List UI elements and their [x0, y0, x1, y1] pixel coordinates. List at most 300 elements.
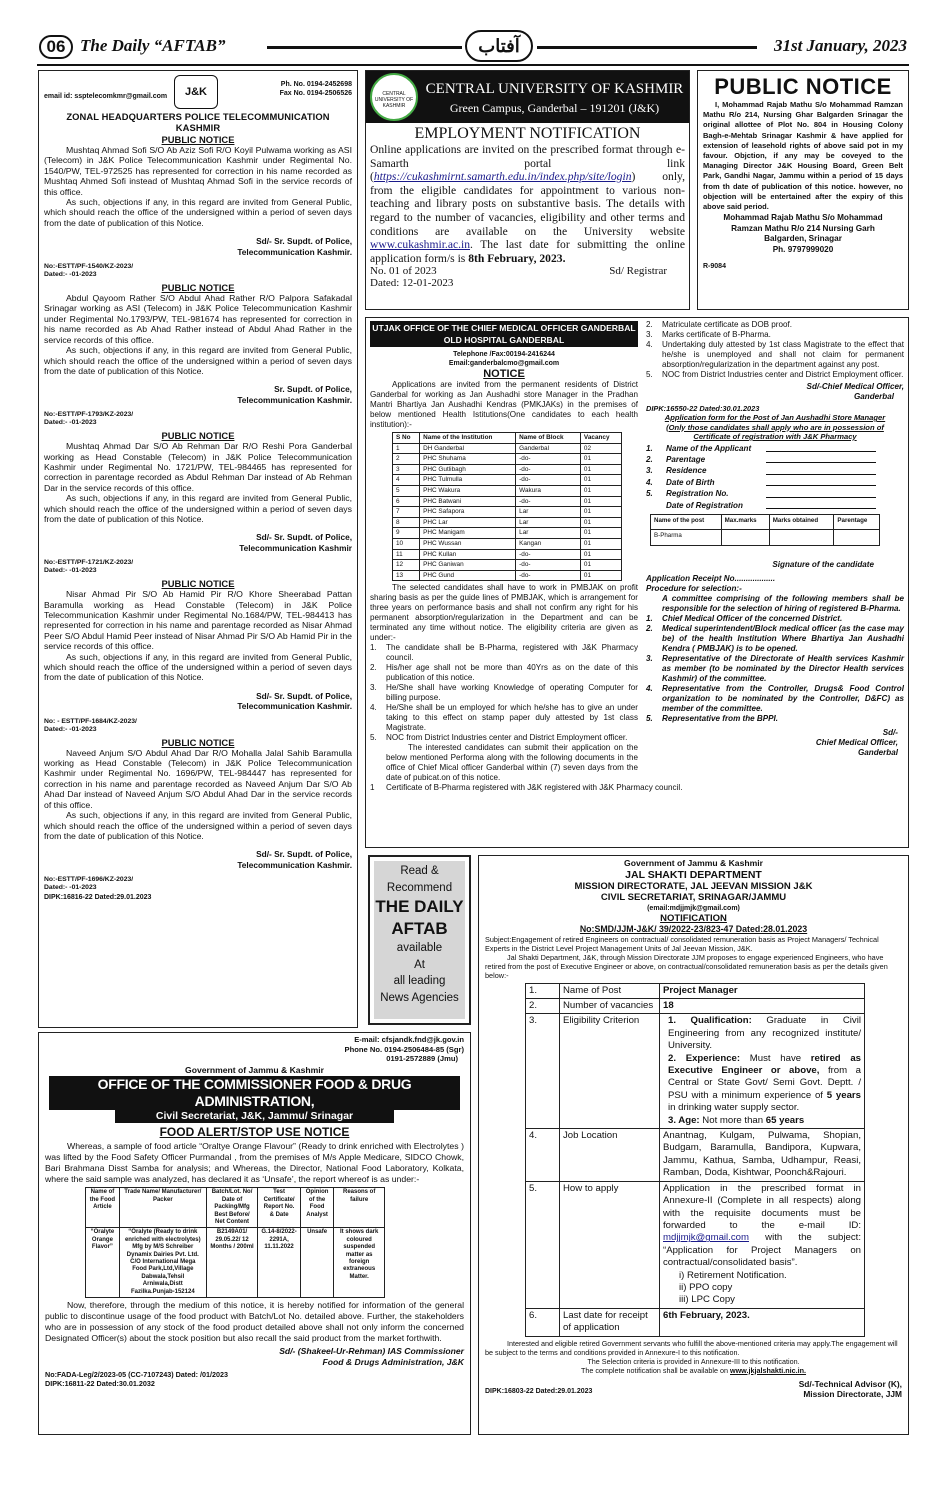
jjm-mission: MISSION DIRECTORATE, JAL JEEVAN MISSION J&K — [574, 880, 813, 892]
list-item — [646, 370, 904, 380]
list-item — [646, 594, 904, 614]
field-number: 2. — [646, 454, 653, 464]
field-number: 5. — [646, 489, 653, 499]
police-notice-para: Nisar Ahmad Pir S/O Ab Hamid Pir R/O Khore Sheerabad Pattan Baramulla working as Head Constable (Telecom) in J&K Police Telecommunication Kashmir under Regimental No.1684/PW, TEL-984413 has represented for correction in his name and parentage recorded as Nisar Ahmad Peer S/O Abdul Hamid Peer instead of Nisar Ahmad Pir S/O Ab Hamid Pir in the service records of this office. — [44, 589, 352, 652]
field-number: 4. — [646, 477, 653, 487]
list-item — [370, 643, 638, 663]
police-org-title: ZONAL HEADQUARTERS POLICE TELECOMMUNICATION KASHMIR — [66, 111, 330, 133]
field-blank — [766, 443, 876, 452]
field-label: Date of Birth — [666, 477, 715, 487]
list-item — [646, 714, 904, 724]
food-alert-box — [38, 1032, 471, 1435]
table-cell: PHC Gutlibagh — [420, 464, 516, 475]
table-cell: PHC Gund — [420, 570, 516, 581]
public-notice-ref: R-9084 — [703, 262, 726, 270]
police-fax: Fax No. 0194-2506526 — [279, 90, 352, 97]
jjm-subject: Subject:Engagement of retired Engineers on contractual/ consolidated remuneration basis as Project Managers/ Technical Experts in the District Level Project Management Units of Jal Jeevan Mission, J&K. — [485, 934, 879, 953]
table-row — [393, 517, 622, 528]
table-row: 5. How to apply Application in the prescribed format in Annexure-II (Complete in all respects) along with the requisite documents must be forwarded to the e-mail ID: mdjjmjk@gmail.com with the subject: “Application for Project Managers on contractual/consolidated basis”. i) Retirement Notification. ii) PPO copy iii) LPC Copy — [526, 1181, 865, 1308]
list-item — [646, 340, 904, 370]
table-cell: 8 — [393, 517, 420, 528]
list-item — [646, 320, 904, 330]
cmo-email: Email:ganderbalcmo@gmail.com — [448, 360, 560, 367]
table-cell: 1 — [393, 443, 420, 454]
police-notice-dated: Dated:- -01-2023 — [44, 419, 97, 427]
cmo-notice-title: NOTICE — [483, 368, 525, 380]
cmo-dipk: DIPK:16550-22 Dated:30.01.2023 — [646, 404, 760, 413]
cmo-signature-2: Sd/- Chief Medical Officer, Ganderbal — [815, 727, 898, 757]
signature-line: Telecommunication Kashmir. — [237, 859, 352, 870]
cmo-receipt: Application Receipt No.................. — [646, 573, 776, 583]
table-cell: 01 — [580, 570, 621, 581]
list-text: Representative from the BPPI. — [662, 713, 779, 723]
table-cell: Unsafe — [300, 1228, 334, 1298]
cuk-footer — [366, 265, 689, 291]
field-blank — [766, 454, 876, 463]
list-item — [646, 684, 904, 714]
jjm-website-link[interactable]: www.jkjalshakti.nic.in. — [730, 1365, 807, 1375]
table-cell: PHC Tulmulla — [420, 475, 516, 486]
cmo-form-title: Application form for the Post of Jan Aushadhi Store Manager — [664, 413, 886, 422]
food-para1: Whereas, a sample of food article “Oraltye Orange Flavour” (Ready to drink enriched with Electrolytes ) was lifted by the Food Safety Officer Purmandal , from the premises of M/s Apple Medicare, SIDCO Chowk, Bari Brahmana Disst Samba for analysis; and Whereas, the Director, National Food Laboratory, Kolkata, where the said sample was analyzed, has declared it as ‘Unsafe’, the report whereof is as under:- — [45, 1141, 464, 1185]
table-cell: 11 — [393, 549, 420, 560]
cmo-docs-list-start — [370, 783, 683, 793]
table-row: 4. Job Location Anantnag, Kulgam, Pulwama, Shopian, Budgam, Baramulla, Bandipora, Kupwara, Jammu, Kathua, Samba, Udhampur, Reasi, Ramban, Doda, Kishtwar, Poonch&Rajouri. — [526, 1129, 865, 1182]
table-cell: Lar — [516, 528, 581, 539]
food-secretariat: Civil Secretariat, J&K, Jammu/ Srinagar — [115, 1110, 394, 1123]
field-blank — [766, 488, 876, 497]
table-row — [393, 507, 622, 518]
cmo-criteria-list — [370, 643, 638, 743]
police-notices-box — [38, 70, 358, 1028]
paper-name: The Daily “AFTAB” — [80, 36, 226, 55]
table-cell: -do- — [516, 454, 581, 465]
form-field — [646, 488, 904, 499]
list-number: 1. — [646, 613, 653, 623]
food-office-title: OFFICE OF THE COMMISSIONER FOOD & DRUG ADMINISTRATION, — [49, 1076, 460, 1110]
table-cell: 01 — [580, 549, 621, 560]
jjm-email: (email:mdjjmjk@gmail.com) — [647, 904, 740, 912]
table-cell: PHC Wakura — [420, 485, 516, 496]
jjm-note1: Interested and eligible retired Government servants who fulfill the above-mentioned criteria may apply.The engagement will be subject to the terms and conditions provided in Annexure-I to this notification. — [485, 1338, 898, 1357]
cuk-notification-box — [365, 70, 690, 310]
police-email: email id: ssptelecomkmr@gmail.com — [44, 93, 168, 100]
table-header: Parentage — [834, 514, 880, 529]
signature-line: Telecommunication Kashmir. — [237, 701, 352, 712]
jjm-govt: Government of Jammu & Kashmir — [624, 858, 763, 868]
food-dipk: DIPK:16811-22 Dated:30.01.2032 — [45, 1379, 155, 1389]
police-notice-signature — [44, 849, 352, 870]
police-notice-dated: Dated:- -01-2023 — [44, 567, 97, 575]
list-text: His/her age shall not be more than 40Yrs as on the date of this publication of this notice. — [386, 663, 638, 683]
food-signature: Sd/- (Shakeel-Ur-Rehman) IAS Commissioner Food & Drugs Administration, J&K — [279, 1346, 464, 1368]
table-cell: 02 — [580, 443, 621, 454]
jjm-number: No:SMD/JJM-J&K/ 39/2022-23/823-47 Dated:28.01.2023 — [579, 923, 808, 934]
field-label: Residence — [666, 466, 707, 476]
table-header: Max.marks — [721, 514, 769, 529]
table-cell: 01 — [580, 560, 621, 571]
field-blank — [766, 477, 876, 486]
police-notice-objection: As such, objections if any, in this regard are invited from General Public, which should reach the office of the undersigned within a period of seven days from the date of publication of this Notice. — [44, 810, 352, 841]
table-row — [393, 549, 622, 560]
police-notice — [44, 282, 352, 427]
table-cell: -do- — [516, 570, 581, 581]
table-cell: -do- — [516, 560, 581, 571]
table-cell: 4 — [393, 475, 420, 486]
table-cell: “Oralyte (Ready to drink enriched with electrolytes) Mfg by M/S Schreiber Dynamix Dairies Pvt. Ltd. C/O International Mega Food Park,Ltd,Village Dabwala,Tehsil Arniwala,Distt Fazilka.Punjab-152124 — [119, 1228, 206, 1298]
table-cell: 01 — [580, 517, 621, 528]
issue-date: 31st January, 2023 — [773, 36, 907, 55]
table-cell: 2 — [393, 454, 420, 465]
form-field — [646, 443, 904, 454]
table-cell: 5 — [393, 485, 420, 496]
field-blank — [766, 500, 876, 509]
jjm-secretariat: CIVIL SECRETARIAT, SRINAGAR/JAMMU — [600, 892, 787, 904]
field-number — [646, 500, 666, 511]
cmo-notice-box — [365, 317, 909, 848]
cuk-body: Online applications are invited on the prescribed format through e-Samarth portal link (https://cukashmirnt.samarth.edu.in/index.php/site/login) only, from the eligible candidates for appointment to various non-teaching and library posts on substantive basis. The details with regard to the number of vacancies, eligibility and other terms and conditions are available on the University website www.cukashmir.ac.in. The last date for submitting the online application form/s is 8th February, 2023. — [370, 143, 685, 265]
police-notice-signature — [44, 691, 352, 712]
signature-line: Telecommunication Kashmir. — [237, 246, 352, 257]
cmo-intro: Applications are invited from the permanent residents of District Ganderbal for working as Jan Aushadhi store Manager in the Pradhan Mantri Bhartiya Jan Aushadhi Kendras (PMKJAKs) in the premises of below mentioned Health Istitutions(One candidates to each health institution):- — [370, 380, 638, 429]
table-header: Opinion of the Food Analyst — [300, 1188, 334, 1228]
field-number: 3. — [646, 466, 653, 476]
cuk-name: CENTRAL UNIVERSITY OF KASHMIR — [425, 81, 684, 97]
table-cell: Wakura — [516, 485, 581, 496]
list-item — [370, 783, 683, 793]
table-header: Name of the Institution — [420, 433, 516, 444]
list-text: Representative of the Directorate of Health services Kashmir as member (to be nominated by the Director Health services Kashmir) of the committee. — [662, 653, 904, 683]
read-recommend-box — [368, 855, 471, 1025]
public-notice-body: I, Mohammad Rajab Mathu S/o Mohammad Ramzan Mathu R/o 214, Nursing Ghar Balgarden Srinagar the original allottee of Plot No. 804 in Housing Colony Bagh-e-Mehtab Srinagar Kashmir & have applied for extension of leasehold rights of above said pot in my favour. Objction, if any may be coveyed to the Managing Director J&K Housing Board, Green Belt Park, Gandhi Nagar, Jammu within a period of 15 days from th date of publication of this notice. however, no objection will be entertained after the expiry of this above said period. — [703, 100, 903, 212]
cuk-number: No. 01 of 2023 — [370, 265, 437, 278]
table-cell: G.14-8/2022-2291A, 11.11.2022 — [258, 1228, 301, 1298]
police-notice-para: Mushtaq Ahmad Dar S/O Ab Rehman Dar R/O Reshi Pora Ganderbal working as Head Constable (Telecom) in J&K Police Telecommunication Kashmir under Regimental No. 1721/PW, TEL-984465 has represented for correction in parentage recorded as Abdul Rehman Dar instead of Ab Rehman Dar in the service records of this office. — [44, 441, 352, 493]
table-header: S No — [393, 433, 420, 444]
table-row — [393, 475, 622, 486]
list-text: Representative from the Controller, Drugs& Food Control organization to be nominated by the Controller, D&FC) as member of the committee. — [662, 683, 904, 713]
table-cell: 01 — [580, 496, 621, 507]
cuk-campus: Green Campus, Ganderbal – 191201 (J&K) — [449, 101, 660, 115]
table-cell: 12 — [393, 560, 420, 571]
police-notice — [44, 737, 352, 892]
police-notice-dated: Dated:- -01-2023 — [44, 884, 97, 892]
table-cell: 9 — [393, 528, 420, 539]
list-number: 5. — [646, 370, 653, 379]
police-phone: Ph. No. 0194-2452698 — [280, 81, 352, 88]
list-text: A committee comprising of the following members shall be responsible for the selection of hiring of registered B-Pharma. — [662, 593, 904, 613]
cuk-portal-link[interactable]: https://cukashmirnt.samarth.edu.in/index.php/site/login — [373, 170, 632, 184]
list-item — [646, 624, 904, 654]
cmo-right-column — [646, 320, 904, 758]
list-number: 1. — [370, 643, 377, 653]
list-text: The candidate shall be B-Pharma, registered with J&K Pharmacy council. — [386, 643, 638, 663]
form-field — [646, 477, 904, 488]
table-header: Vacancy — [580, 433, 621, 444]
table-row — [393, 496, 622, 507]
table-row — [393, 538, 622, 549]
police-notice-para: Mushtaq Ahmad Sofi S/O Ab Aziz Sofi R/O Koyil Pulwama working as ASI (Telecom) in J&K Police Telecommunication Kashmir under Regimental No. 1540/PW, TEL-972525 has represented for correction in his name recorded as Mushtaq Ahmed Sofi instead of Mushtaq Ahmad Sofi in the service records of this office. — [44, 145, 352, 197]
public-notice-signatory: Mohammad Rajab Mathu S/o Mohammad Ramzan Mathu R/o 214 Nursing Garh Balgarden, Srinagar Ph. 9797999020 — [723, 213, 883, 255]
jjm-signature: Sd/-Technical Advisor (K), Mission Directorate, JJM — [798, 1378, 902, 1400]
read-recommend-inner: Read & Recommend THE DAILY AFTAB available At all leading News Agencies — [374, 861, 465, 1019]
signature-line: Sd/- Sr. Supdt. of Police, — [256, 690, 352, 701]
table-cell: 01 — [580, 464, 621, 475]
table-cell: -do- — [516, 464, 581, 475]
cmo-procedure-list — [646, 594, 904, 724]
field-label: Name of the Applicant — [666, 443, 752, 453]
aftab-logo: آفتاب — [465, 30, 533, 62]
police-notice-list — [44, 134, 352, 892]
list-item — [646, 330, 904, 340]
list-number: 4. — [370, 703, 377, 713]
cmo-para2: The selected candidates shall have to work in PMBJAK on profit sharing basis as per the guide lines of PMBJAK, which is arrangement for three years on performance basis and shall not confirm any right for his permanent absorption/regularization in the Department and can be terminated any time without notice. The eligibility criteria are given as under:- — [370, 583, 638, 643]
table-cell: PHC Wussan — [420, 538, 516, 549]
jjm-note3: The complete notification shall be available on www.jkjalshakti.nic.in. — [580, 1365, 807, 1375]
list-text: Certificate of B-Pharma registered with J&K registered with J&K Pharmacy council. — [386, 783, 683, 793]
field-label: Registration No. — [666, 489, 729, 499]
police-notice-signature — [44, 384, 352, 405]
table-cell: Lar — [516, 507, 581, 518]
table-cell: PHC Kullan — [420, 549, 516, 560]
table-header: Trade Name/ Manufacturer/ Packer — [119, 1188, 206, 1228]
food-ref: No:FADA-Leg/2/2023-05 (CC-7107243) Dated: /01/2023 — [45, 1370, 228, 1380]
cmo-form-subtitle: (Only those candidates shall apply who are in possession of Certificate of registration with J&K Pharmacy — [666, 422, 884, 441]
header-rule-right — [537, 46, 757, 49]
page-number: 06 — [39, 35, 73, 59]
list-item — [646, 654, 904, 684]
field-number: 1. — [646, 443, 653, 453]
list-item — [370, 683, 638, 703]
list-number: 3. — [646, 330, 653, 339]
food-alert-title: FOOD ALERT/STOP USE NOTICE — [159, 1125, 350, 1140]
table-cell: 3 — [393, 464, 420, 475]
table-cell: PHC Manigam — [420, 528, 516, 539]
masthead — [37, 32, 909, 62]
food-para2: Now, therefore, through the medium of this notice, it is hereby notified for information of the general public to discontinue usage of the food product with Batch/Lot No. detailed above. Further, the stakeholders who are in possession of any stock of the food product detailed above shall not only inform the concerned Designated Officer(s) about the stock position but also recall the said product from the market forthwith. — [45, 1300, 464, 1344]
table-cell: 7 — [393, 507, 420, 518]
list-number: 3. — [646, 653, 653, 663]
table-row — [393, 443, 622, 454]
table-row: 6. Last date for receipt of application 6th February, 2023. — [526, 1308, 865, 1336]
table-cell: 01 — [580, 507, 621, 518]
table-cell: -do- — [516, 475, 581, 486]
header-rule-left — [267, 46, 462, 49]
police-notice-title: PUBLIC NOTICE — [161, 134, 235, 145]
jjm-intro: Jal Shakti Department, J&K, through Mission Directorate JJM proposes to engage experienced Engineers, who have retired from the post of Executive Engineer or above, on contractual/consolidated remuneration basis as per the details given below:- — [485, 952, 888, 980]
signature-line: Sd/- Sr. Supdt. of Police, — [256, 849, 352, 860]
table-cell: B2149A01/ 29.05.22/ 12 Months / 200ml — [206, 1228, 258, 1298]
table-cell: 6 — [393, 496, 420, 507]
police-notice-para: Abdul Qayoom Rather S/O Abdul Ahad Rather R/O Palpora Safakadal Srinagar working as ASI (Telecom) in J&K Police Telecommunication Kashmir under Regimental No.1793/PW, TEL-981674 has represented for correction in his name recorded as Ab Ahad Rather instead of Abdul Ahad Rather in the service records of this office. — [44, 293, 352, 345]
jjm-note2: The Selection criteria is provided in Annexure-III to this notification. — [587, 1356, 800, 1366]
table-cell: It shows dark coloured suspended matter as foreign extraneous Matter. — [334, 1228, 385, 1298]
police-notice-title: PUBLIC NOTICE — [161, 430, 235, 442]
list-item — [370, 733, 638, 743]
table-cell: DH Ganderbal — [420, 443, 516, 454]
police-notice-dated: Dated:- -01-2023 — [44, 271, 97, 279]
table-cell: PHC Shuhama — [420, 454, 516, 465]
table-cell: Kangan — [516, 538, 581, 549]
table-cell: -do- — [516, 496, 581, 507]
signature-line: Sd/- Sr. Supdt. of Police, — [256, 236, 352, 247]
cuk-date: Dated: 12-01-2023 — [370, 277, 454, 290]
public-notice-title: PUBLIC NOTICE — [714, 74, 892, 99]
table-header: Name of the post — [651, 514, 722, 529]
police-header — [44, 75, 352, 111]
table-row: 3. Eligibility Criterion 1. Qualification: Graduate in Civil Engineering from any recognized institute/ University. 2. Experience: Must have retired as Executive Engineer or above, from a Central or State Govt/ Semi Govt. Deptt. / PSU with a minimum experience of 5 years in drinking water supply sector. 3. Age: Not more than 65 years — [526, 1014, 865, 1129]
table-row — [393, 454, 622, 465]
cmo-vacancy-table — [392, 432, 622, 581]
food-report-table — [85, 1187, 385, 1298]
signature-line: Sd/- Sr. Supdt. of Police, — [256, 532, 352, 543]
police-notice-ref: No:-ESTT/PF-1721/KZ-2023/ — [44, 559, 134, 567]
list-number — [646, 594, 662, 614]
signature-line: Sr. Supdt. of Police, — [274, 384, 352, 395]
police-notice — [44, 578, 352, 733]
police-notice-signature — [44, 236, 352, 257]
list-text: Matriculate certificate as DOB proof. — [662, 320, 792, 329]
police-dipk: DIPK:16816-22 Dated:29.01.2023 — [44, 894, 152, 902]
cmo-para3: The interested candidates can submit their application on the below mentioned Performa along with the following documents in the office of Chief Mical officer Ganderbal within (7) seven days from the date of pubicat.on of this notice. — [386, 743, 638, 783]
cuk-signature: Sd/ Registrar — [609, 265, 667, 278]
table-cell: 13 — [393, 570, 420, 581]
jjm-notification-box — [478, 855, 909, 1435]
list-number: 2. — [370, 663, 377, 673]
form-field — [646, 465, 904, 476]
police-notice-objection: As such, objections if any, in this regard are invited from General Public, which should reach the office of the undersigned within a period of seven days from the date of publication of this Notice. — [44, 197, 352, 228]
table-cell: PHC Ganiwan — [420, 560, 516, 571]
form-field — [646, 500, 904, 511]
jjm-title: NOTIFICATION — [660, 912, 727, 924]
table-row — [393, 464, 622, 475]
cmo-telephone: Telephone /Fax:00194-2416244 — [453, 351, 555, 358]
list-text: Medical superintendent/Block medical officer (as the case may be) of the health Institution Where Bhartiya Jan Aushadhi Kendra ( PMBJAK) is to be opened. — [662, 623, 904, 653]
list-item — [370, 663, 638, 683]
table-header: Name of the Food Article — [86, 1188, 120, 1228]
list-text: Chief Medical Officer of the concerned District. — [662, 613, 843, 623]
list-number: 3. — [370, 683, 377, 693]
list-text: NOC from District Industries center and District Employment officer. — [386, 733, 628, 743]
list-number: 4. — [646, 683, 653, 693]
table-header: Batch/Lot. No/ Date of Packing/Mfg Best Before/ Net Content — [206, 1188, 258, 1228]
police-notice-para: Naveed Anjum S/O Abdul Ahad Dar R/O Mohalla Jalal Sahib Baramulla working as Head Constable (Telecom) in J&K Police Telecommunication Kashmir under Regimental No. 1696/PW, TEL-984447 has represented for correction in his name and parentage recorded as Naveed Anjum Dar S/O Ab Ahad Dar instead of Naveed Anjum S/O Abdul Ahad Dar in the service records of this office. — [44, 747, 352, 810]
header-divider — [37, 64, 909, 66]
police-notice-ref: No: - ESTT/PF-1684/KZ-2023/ — [44, 717, 137, 725]
table-row — [393, 570, 622, 581]
table-cell: 01 — [580, 475, 621, 486]
public-notice-box — [697, 70, 909, 310]
jk-police-logo: J&K — [174, 75, 218, 109]
cuk-website-link[interactable]: www.cukashmir.ac.in — [370, 238, 471, 252]
police-notice-objection: As such, objections if any, in this regard are invited from General Public, which should reach the office of the undersigned within a period of seven days from the date of publication of this Notice. — [44, 651, 352, 683]
table-header: Reasons of failure — [334, 1188, 385, 1228]
cuk-logo: CENTRAL UNIVERSITY OF KASHMIR — [370, 73, 418, 121]
field-label: Parentage — [666, 454, 706, 464]
list-number: 5. — [646, 713, 653, 723]
table-cell: Lar — [516, 517, 581, 528]
table-cell: Ganderbal — [516, 443, 581, 454]
list-number: 5. — [370, 733, 377, 743]
table-row — [393, 560, 622, 571]
jjm-apply-email-link[interactable]: mdjjmjk@gmail.com — [663, 1232, 749, 1244]
cmo-header: UTJAK OFFICE OF THE CHIEF MEDICAL OFFICER GANDERBAL OLD HOSPITAL GANDERBAL — [370, 321, 638, 347]
jjm-dept: JAL SHAKTI DEPARTMENT — [625, 868, 762, 881]
table-row — [393, 485, 622, 496]
list-item — [646, 614, 904, 624]
list-number: 1 — [370, 783, 375, 793]
table-cell: PHC Batwani — [420, 496, 516, 507]
food-govt: Government of Jammu & Kashmir — [185, 1064, 324, 1075]
jjm-footer — [485, 1379, 902, 1401]
police-notice-title: PUBLIC NOTICE — [161, 282, 235, 294]
signature-line: Telecommunication Kashmir. — [237, 394, 352, 405]
cuk-header-bar — [366, 71, 689, 123]
police-notice-signature — [44, 532, 352, 553]
list-number: 2. — [646, 623, 653, 633]
police-notice-title: PUBLIC NOTICE — [161, 578, 235, 590]
police-notice — [44, 430, 352, 575]
cuk-title: EMPLOYMENT NOTIFICATION — [414, 125, 641, 142]
police-notice — [44, 134, 352, 279]
table-cell: 01 — [580, 538, 621, 549]
police-notice-title: PUBLIC NOTICE — [161, 736, 235, 748]
list-text: He/She shall be un employed for which he/she has to give an under taking to this effect on stamp paper duly attested by 1st class Magistrate. — [386, 703, 638, 733]
list-text: NOC from District Industries center and District Employment officer. — [662, 370, 904, 379]
police-notice-objection: As such, objections if any, in this regard are invited from General Public, which should reach the office of the undersigned within a period of seven days from the date of publication of this Notice. — [44, 493, 352, 524]
table-cell: PHC Lar — [420, 517, 516, 528]
table-cell: PHC Safapora — [420, 507, 516, 518]
signature-line: Telecommunication Kashmir — [239, 542, 352, 553]
list-text: He/She shall have working Knowledge of operating Computer for billing purpose. — [386, 683, 638, 703]
cmo-marks-table: Name of the post Max.marks Marks obtained Parentage B-Pharma — [650, 514, 880, 546]
table-cell: 01 — [580, 528, 621, 539]
table-header: Name of Block — [516, 433, 581, 444]
table-row — [393, 528, 622, 539]
table-cell: “Oralyte Orange Flavor” — [86, 1228, 120, 1298]
police-notice-ref: No:-ESTT/PF-1540/KZ-2023/ — [44, 263, 134, 271]
list-item — [370, 703, 638, 733]
cmo-docs-list-cont — [646, 320, 904, 380]
form-field — [646, 454, 904, 465]
police-notice-ref: No:-ESTT/PF-1793/KZ-2023/ — [44, 411, 134, 419]
table-header: Marks obtained — [769, 514, 834, 529]
table-row: 1. Name of Post Project Manager — [526, 983, 865, 998]
cmo-candidate-signature: Signature of the candidate — [772, 559, 874, 569]
police-notice-dated: Dated:- -01-2023 — [44, 725, 97, 733]
list-text: Marks certificate of B-Pharma. — [662, 330, 771, 339]
table-cell: 10 — [393, 538, 420, 549]
police-notice-ref: No:-ESTT/PF-1696/KZ-2023/ — [44, 876, 134, 884]
table-header: Test Certificate/ Report No. & Date — [258, 1188, 301, 1228]
table-cell: 01 — [580, 485, 621, 496]
table-row: 2. Number of vacancies 18 — [526, 999, 865, 1014]
list-text: Undertaking duly attested by 1st class Magistrate to the effect that he/she is unemployed and shall not claim for permanent absorption/regularization in the department against any post. — [662, 340, 904, 369]
table-cell: 01 — [580, 454, 621, 465]
food-contacts: E-mail: cfsjandk.fnd@jk.gov.in Phone No. 0194-2506484-85 (Sgr) 0191-2572889 (Jmu) — [344, 1035, 464, 1064]
list-number: 2. — [646, 320, 653, 329]
cmo-procedure-title: Procedure for selection:- — [646, 583, 742, 593]
list-number: 4. — [646, 340, 653, 349]
jjm-dipk: DIPK:16803-22 Dated:29.01.2023 — [485, 1387, 593, 1395]
police-notice-objection: As such, objections if any, in this regard are invited from General Public, which should reach the office of the undersigned within a period of seven days from the date of publication of this Notice. — [44, 345, 352, 376]
cmo-form-fields — [646, 443, 904, 511]
table-cell: -do- — [516, 549, 581, 560]
cmo-signature: Sd/-Chief Medical Officer, Ganderbal — [806, 382, 904, 401]
field-blank — [766, 465, 876, 474]
jjm-details-table — [525, 983, 865, 1337]
field-label: Date of Registration — [666, 500, 743, 510]
